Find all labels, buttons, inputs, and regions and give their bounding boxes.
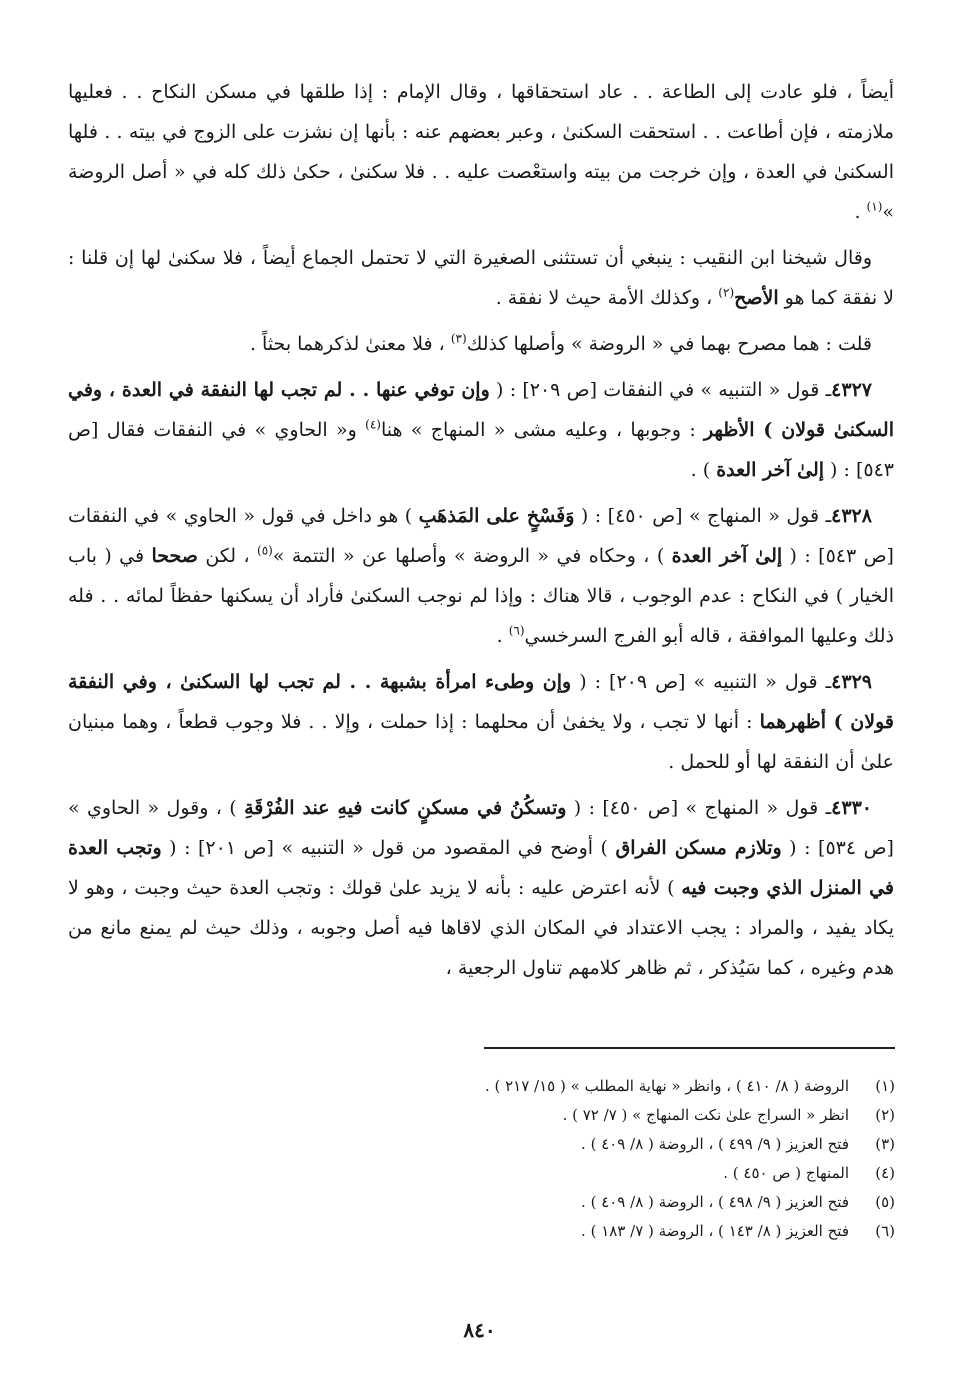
footnote-number: (٦): [875, 1222, 895, 1240]
footnote-text: فتح العزيز ( ٩/ ٤٩٨ ) ، الروضة ( ٨/ ٤٠٩ ) .: [581, 1193, 849, 1211]
footnote: [195, 1159, 895, 1188]
footnote: [195, 1101, 895, 1130]
footnote: [195, 1130, 895, 1159]
footnotes: [195, 1072, 895, 1246]
entry-number: ٤٣٢٩: [831, 671, 872, 693]
entry-4327: ٤٣٢٧ـ قول « التنبيه » في النفقات [ص ٢٠٩] : ( وإن توفي عنها . . لم تجب لها النفقة في العدة ، وفي السكنىٰ قولان ) الأظهر : وجوبها ، وعليه مشى « المنهاج » هنا$^{(٤)}$ و« الحاوي » في النفقات فقال [ص ٥٤٣] : ( إلىٰ آخر العدة ) .: [68, 379, 894, 481]
footnote: [195, 1072, 895, 1101]
footnote-ref-5[interactable]: (٥): [257, 543, 273, 558]
footnote-text: فتح العزيز ( ٩/ ٤٩٩ ) ، الروضة ( ٨/ ٤٠٩ ) .: [581, 1135, 849, 1153]
paragraph-2: وقال شيخنا ابن النقيب : ينبغي أن تستثنى الصغيرة التي لا تحتمل الجماع أيضاً ، فلا سكنىٰ لها إن قلنا : لا نفقة كما هو الأصح$^{(٢)}$ ، وكذلك الأمة حيث لا نفقة .: [68, 247, 894, 309]
footnote-ref-4[interactable]: (٤): [365, 417, 381, 432]
footnote-ref-1[interactable]: (١): [866, 199, 883, 214]
footnote-ref-2[interactable]: (٢): [718, 285, 735, 300]
footnote-text: المنهاج ( ص ٤٥٠ ) .: [723, 1164, 849, 1182]
entry-number: ٤٣٣٠: [831, 797, 872, 819]
entry-4328: ٤٣٢٨ـ قول « المنهاج » [ص ٤٥٠] : ( وَفَسْخٍ على المَذهَبِ ) هو داخل في قول « الحاوي » في النفقات [ص ٥٤٣] : ( إلىٰ آخر العدة ) ، وحكاه في « الروضة » وأصلها عن « التتمة »$^{(٥)}$ ، لكن صححا في ( باب الخيار ) في النكاح : عدم الوجوب ، قالا هناك : وإذا لم نوجب السكنىٰ فأراد أن يسكنها حفظاً لمائه . . فله ذلك وعليها الموافقة ، قاله أبو الفرج السرخسي$^{(٦)}$ .: [68, 505, 894, 647]
footnote: [195, 1217, 895, 1246]
footnote-number: (١): [875, 1077, 895, 1095]
footnote-text: فتح العزيز ( ٨/ ١٤٣ ) ، الروضة ( ٧/ ١٨٣ ) .: [581, 1222, 849, 1240]
footnote-separator: [484, 1047, 895, 1049]
entry-number: ٤٣٢٧: [831, 379, 872, 401]
footnote-number: (٤): [875, 1164, 895, 1182]
footnote: [195, 1188, 895, 1217]
paragraph-1: أيضاً ، فلو عادت إلى الطاعة . . عاد استحقاقها ، وقال الإمام : إذا طلقها في مسكن النكاح . . فعليها ملازمته ، فإن أطاعت . . استحقت السكنىٰ ، وعبر بعضهم عنه : بأنها إن نشزت على الزوج في بيته . . فلها السكنىٰ في العدة ، وإن خرجت من بيته واستعْصت عليه . . فلا سكنىٰ ، حكىٰ ذلك كله في « أصل الروضة »$^{(١)}$ .: [68, 81, 894, 223]
entry-number: ٤٣٢٨: [831, 505, 872, 527]
main-text: [68, 72, 894, 994]
page-number: ٨٤٠: [463, 1318, 496, 1342]
footnote-number: (٣): [875, 1135, 895, 1153]
footnote-number: (٥): [875, 1193, 895, 1211]
footnote-ref-3[interactable]: (٣): [450, 331, 467, 346]
entry-4329: ٤٣٢٩ـ قول « التنبيه » [ص ٢٠٩] : ( وإن وطىء امرأة بشبهة . . لم تجب لها السكنىٰ ، وفي النفقة قولان ) أظهرهما : أنها لا تجب ، ولا يخفىٰ أن محلهما : إذا حملت ، وإلا . . فلا وجوب قطعاً ، وهما مبنيان علىٰ أن النفقة لها أو للحمل .: [68, 671, 894, 773]
paragraph-3: قلت : هما مصرح بهما في « الروضة » وأصلها كذلك$^{(٣)}$ ، فلا معنىٰ لذكرهما بحثاً .: [249, 331, 872, 355]
footnote-ref-6[interactable]: (٦): [508, 623, 525, 638]
footnote-text: انظر « السراج علىٰ نكت المنهاج » ( ٧/ ٧٢ ) .: [562, 1106, 849, 1124]
footnote-text: الروضة ( ٨/ ٤١٠ ) ، وانظر « نهاية المطلب » ( ١٥/ ٢١٧ ) .: [484, 1077, 849, 1095]
entry-4330: ٤٣٣٠ـ قول « المنهاج » [ص ٤٥٠] : ( وتسكُنُ في مسكنٍ كانت فيهِ عند الفُرْقَةِ ) ، وقول « الحاوي » [ص ٥٣٤] : ( وتلازم مسكن الفراق ) أوضح في المقصود من قول « التنبيه » [ص ٢٠١] : ( وتجب العدة في المنزل الذي وجبت فيه ) لأنه اعترض عليه : بأنه لا يزيد علىٰ قولك : وتجب العدة حيث وجبت ، وهو لا يكاد يفيد ، والمراد : يجب الاعتداد في المكان الذي لاقاها فيه أصل وجوبه ، وذلك حيث لم يمنع مانع من هدم وغيره ، كما سَيُذكر ، ثم ظاهر كلامهم تناول الرجعية ،: [68, 797, 894, 979]
footnote-number: (٢): [875, 1106, 895, 1124]
